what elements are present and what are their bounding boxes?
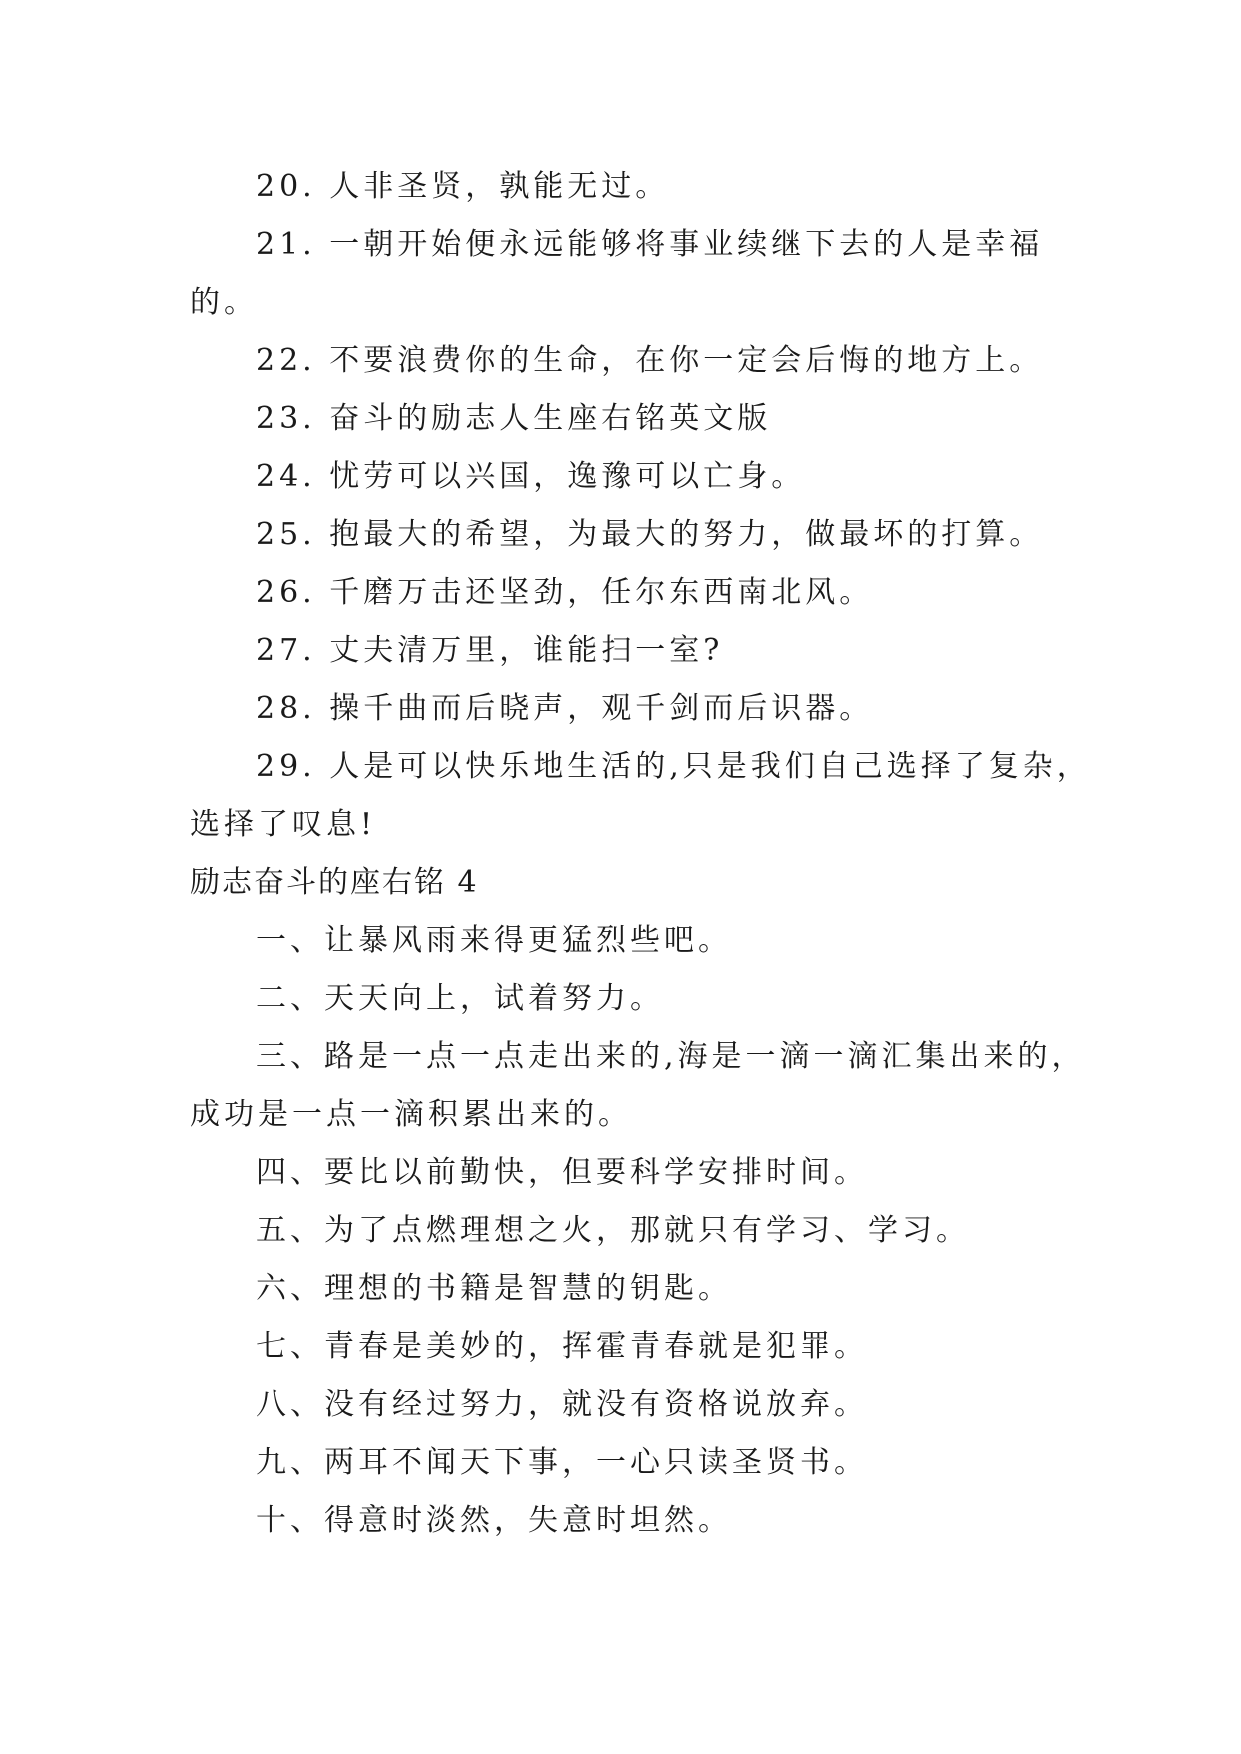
text-line: 24. 忧劳可以兴国，逸豫可以亡身。: [256, 459, 806, 494]
document-body: [190, 158, 1091, 1550]
text-line: 九、两耳不闻天下事，一心只读圣贤书。: [256, 1445, 868, 1480]
text-line: 20. 人非圣贤，孰能无过。: [256, 169, 670, 204]
text-line: 28. 操千曲而后晓声，观千剑而后识器。: [256, 691, 874, 726]
text-line: 成功是一点一滴积累出来的。: [190, 1097, 632, 1132]
text-line: 四、要比以前勤快，但要科学安排时间。: [256, 1155, 868, 1190]
text-line: 29. 人是可以快乐地生活的,只是我们自己选择了复杂，: [256, 749, 1091, 784]
text-line: 27. 丈夫清万里，谁能扫一室?: [256, 633, 724, 668]
text-line: 七、青春是美妙的，挥霍青春就是犯罪。: [256, 1329, 868, 1364]
text-line: 二、天天向上，试着努力。: [256, 981, 664, 1016]
text-line: 六、理想的书籍是智慧的钥匙。: [256, 1271, 732, 1306]
text-line: 十、得意时淡然，失意时坦然。: [256, 1503, 732, 1538]
text-line: 八、没有经过努力，就没有资格说放弃。: [256, 1387, 868, 1422]
text-line: 三、路是一点一点走出来的,海是一滴一滴汇集出来的，: [256, 1039, 1086, 1074]
section-heading: 励志奋斗的座右铭 4: [190, 865, 479, 900]
text-line: 选择了叹息!: [190, 807, 377, 842]
text-line: 23. 奋斗的励志人生座右铭英文版: [256, 401, 772, 436]
text-line: 26. 千磨万击还坚劲，任尔东西南北风。: [256, 575, 874, 610]
text-line: 25. 抱最大的希望，为最大的努力，做最坏的打算。: [256, 517, 1044, 552]
text-line: 22. 不要浪费你的生命，在你一定会后悔的地方上。: [256, 343, 1044, 378]
text-line: 一、让暴风雨来得更猛烈些吧。: [256, 923, 732, 958]
text-line: 五、为了点燃理想之火，那就只有学习、学习。: [256, 1213, 970, 1248]
text-line: 21. 一朝开始便永远能够将事业续继下去的人是幸福: [256, 227, 1044, 262]
text-line: 的。: [190, 285, 258, 320]
